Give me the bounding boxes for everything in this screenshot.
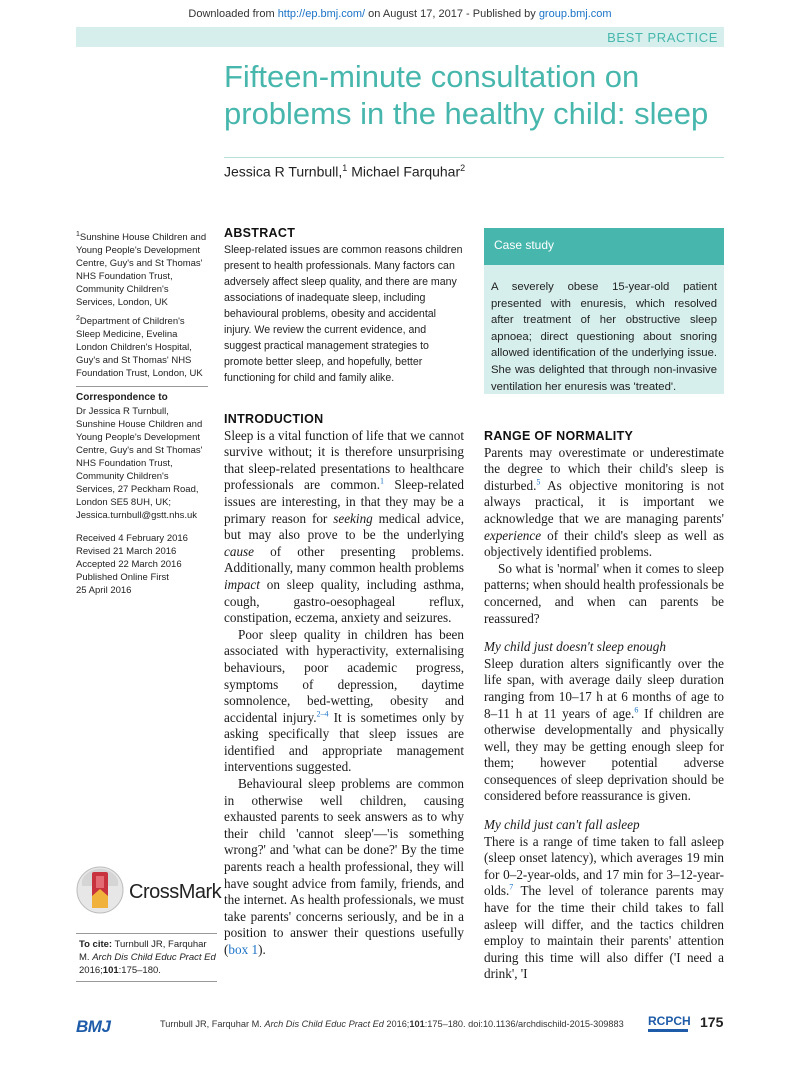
paragraph: Parents may overestimate or underestimate the degree to which their child's sleep is disturbed.$^5$ As objective monitoring is not always practical, it is important we acknowledge that we are managing parents' experience of their child's sleep as well as objectively identified problems.	[484, 444, 724, 560]
paragraph: Poor sleep quality in children has been associated with hyperactivity, externalising behaviours, poor academic progress, symptoms of depression, daytime somnolence, bed-wetting, obesity and accidental injury.$^{2-4}$ It is sometimes only by asking specifically that sleep issues are identified and appropriate management interventions suggested.	[224, 626, 464, 775]
section-label: BEST PRACTICE	[607, 30, 718, 45]
paragraph: Sleep is a vital function of life that we cannot survive without; it is therefore unsurprising that sleep-related presentations to healthcare professionals are common.$^1$ Sleep-related issues are interesting, in that they may be a primary reason for seeking medical advice, but may also prove to be the underlying cause of other presenting problems. Additionally, many common health problems impact on sleep quality, including asthma, cough, gastro-oesophageal reflux, constipation, eczema, anxiety and seizures.	[224, 427, 464, 626]
paragraph: Sleep duration alters significantly over the life span, with average daily sleep duration ranging from 10–17 h at 6 months of age to 8–11 h at 11 years of age.$^6$ If children are otherwise developmentally and physically well, they may be getting enough sleep for them; however potential adverse consequences of sleep deprivation should be considered before reassurance is given.	[484, 655, 724, 804]
normality-column	[484, 428, 724, 983]
correspondence-heading: Correspondence to	[76, 392, 168, 404]
bmj-logo: BMJ	[76, 1017, 111, 1036]
rcpch-logo-bar	[648, 1029, 688, 1032]
reference-link[interactable]: 1	[380, 476, 384, 486]
article-title: Fifteen-minute consultation on problems in the healthy child: sleep	[224, 59, 709, 131]
page-number: 175	[700, 1014, 724, 1030]
date-line: Accepted 22 March 2016	[76, 559, 182, 571]
reference-link[interactable]: 6	[634, 705, 639, 715]
crossmark-icon	[76, 866, 124, 914]
date-line: 25 April 2016	[76, 585, 132, 597]
paragraph: There is a range of time taken to fall asleep (sleep onset latency), which averages 19 min for 0–2-year-olds, and 17 min for 3–12-year-olds.$^7$ The level of tolerance parents may have for the time their child takes to fall asleep will differ, and the tactics children employ to maintain their parents' attention during this time will also differ ('I need a drink', 'I	[484, 833, 724, 982]
footer-citation: Turnbull JR, Farquhar M. Arch Dis Child Educ Pract Ed 2016;101:175–180. doi:10.1136/archdischild-2015-309883	[160, 1019, 624, 1029]
reference-link[interactable]: 7	[509, 883, 514, 893]
article-dates	[76, 532, 208, 597]
journal-link[interactable]: http://ep.bmj.com/	[277, 8, 366, 20]
crossmark-label: CrossMark	[129, 881, 222, 903]
author-list	[224, 163, 465, 180]
paragraph: So what is 'normal' when it comes to sleep patterns; when should health professionals be concerned, and when can parents be reassured?	[484, 560, 724, 626]
introduction-column	[224, 411, 464, 959]
affiliation: $^1$Sunshine House Children and Young People's Development Centre, Guy's and St Thomas' NHS Foundation Trust, Community Children's Services, London, UK	[76, 231, 207, 309]
author-name: Jessica R Turnbull,	[224, 163, 343, 180]
date-line: Received 4 February 2016	[76, 533, 188, 545]
date-line: Published Online First	[76, 572, 169, 584]
case-study-box	[484, 228, 724, 394]
crossmark-button[interactable]	[76, 866, 226, 922]
subheading: My child just can't fall asleep	[484, 817, 640, 833]
section-label-band	[76, 27, 724, 47]
citation-box: To cite: Turnbull JR, Farquhar M. Arch Dis Child Educ Pract Ed 2016;101:175–180.	[76, 933, 217, 982]
subheading: My child just doesn't sleep enough	[484, 639, 666, 655]
sidebar	[76, 228, 208, 597]
paragraph: Behavioural sleep problems are common in otherwise well children, causing exhausted parents to seek answers as to why their child 'cannot sleep'—'is something wrong?' and 'what can be done?' By the time parents reach a health professional, they will have sought advice from family, friends, and the internet. As health professionals, we must take parents' concerns seriously, and be in a position to answer their questions usefully (box 1).	[224, 776, 464, 957]
author-affiliation-mark: 1	[342, 163, 348, 173]
case-study-header	[484, 228, 724, 265]
normality-heading: RANGE OF NORMALITY	[484, 429, 634, 443]
case-study-text: A severely obese 15-year-old patient presented with enuresis, which resolved after treatment of her obstructive sleep apnoea; direct questioning about snoring allowed identification of the underlying issue. She was delighted that through non-invasive ventilation her enuresis was 'treated'.	[491, 281, 717, 393]
box-link[interactable]: box 1	[228, 942, 259, 957]
correspondence-text: Dr Jessica R Turnbull, Sunshine House Children and Young People's Development Centre, Guy's and St Thomas' NHS Foundation Trust, Community Children's Services, 27 Peckham Road, London SE5 8UH, UK; Jessica.turnbull@gstt.nhs.uk	[76, 406, 203, 522]
abstract	[224, 226, 466, 386]
case-study-title: Case study	[494, 238, 555, 252]
publisher-link[interactable]: group.bmj.com	[538, 8, 612, 20]
author-name: Michael Farquhar	[351, 163, 461, 180]
date-line: Revised 21 March 2016	[76, 546, 177, 558]
download-banner: Downloaded from http://ep.bmj.com/ on August 17, 2017 - Published by group.bmj.com	[188, 8, 612, 20]
rcpch-logo: RCPCH	[648, 1014, 690, 1036]
citation-label: To cite:	[79, 939, 113, 950]
title-divider	[224, 157, 724, 158]
author-affiliation-mark: 2	[460, 163, 466, 173]
introduction-heading: INTRODUCTION	[224, 412, 324, 426]
reference-link[interactable]: 2–4	[316, 709, 329, 719]
abstract-heading: ABSTRACT	[224, 226, 296, 240]
affiliation: $^2$Department of Children's Sleep Medicine, Evelina London Children's Hospital, Guy's and St Thomas' NHS Foundation Trust, London, UK	[76, 315, 203, 380]
sidebar-divider	[76, 386, 208, 387]
reference-link[interactable]: 5	[536, 477, 541, 487]
affiliations	[76, 228, 208, 380]
abstract-text: Sleep-related issues are common reasons children present to health professionals. Many factors can adversely affect sleep quality, and there are many associations of inadequate sleep, including behavioural problems, obesity and accidental injury. We review the current evidence, and suggest practical management strategies to promote better sleep, and hopefully, better functioning for child and family alike.	[224, 244, 463, 384]
